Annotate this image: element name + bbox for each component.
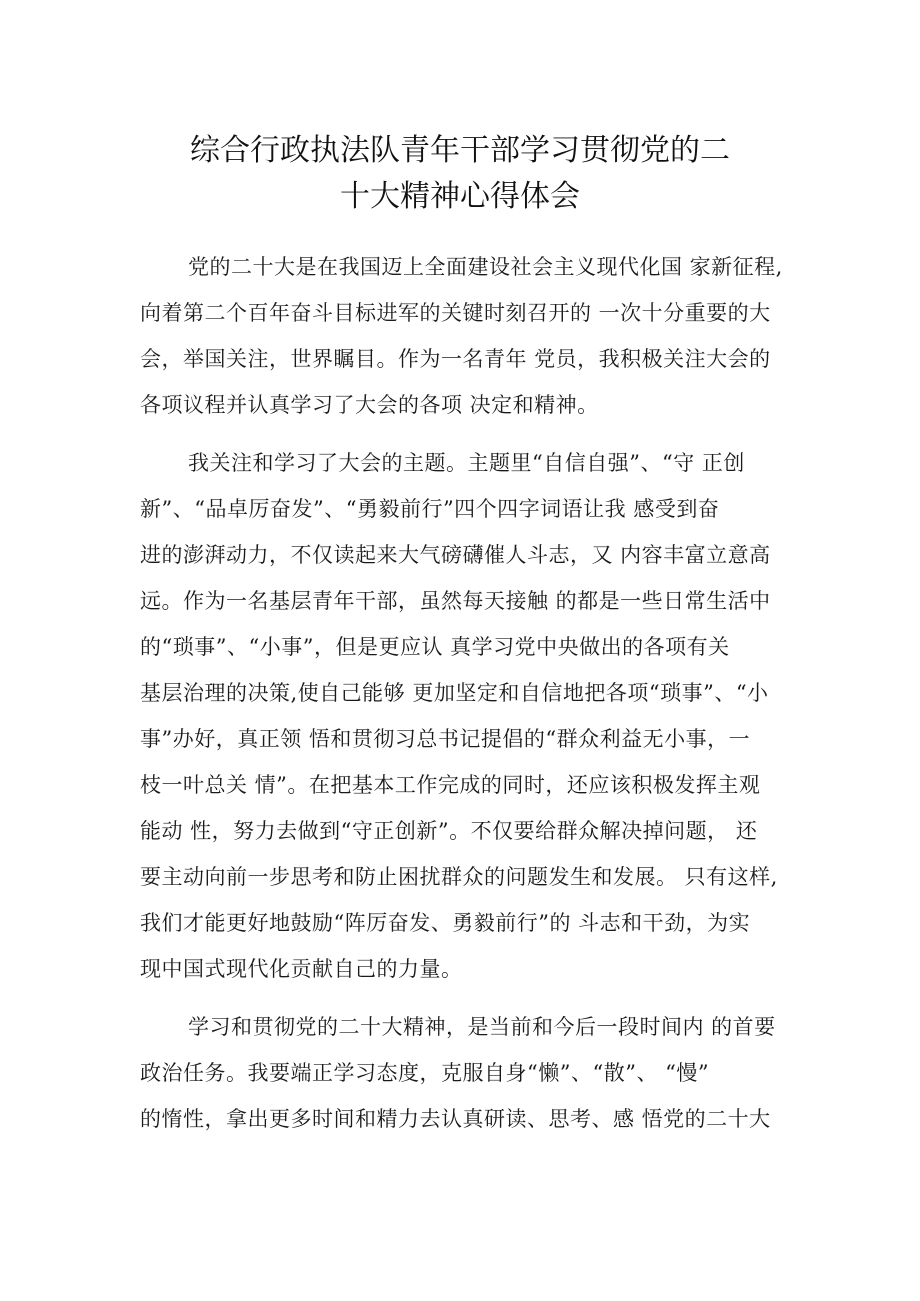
document-title-line-2: 十大精神心得体会 — [340, 179, 580, 214]
document-title-line-1: 综合行政执法队青年干部学习贯彻党的二 — [190, 133, 730, 168]
paragraph-3-line-1: 学习和贯彻党的二十大精神，是当前和今后一段时间内 的首要 — [188, 1015, 776, 1039]
paragraph-2-line-3: 进的澎湃动力，不仅读起来大气磅礴催人斗志，又 内容丰富立意高 — [140, 543, 771, 567]
paragraph-1-line-3: 会，举国关注，世界瞩目。作为一名青年 党员，我积极关注大会的 — [140, 347, 771, 371]
paragraph-1-line-4: 各项议程并认真学习了大会的各项 决定和精神。 — [140, 393, 599, 417]
paragraph-2-line-10: 要主动向前一步思考和防止困扰群众的问题发生和发展。 只有这样, — [140, 865, 778, 889]
paragraph-2-line-8: 枝一叶总关 情”。在把基本工作完成的同时，还应该积极发挥主观 — [140, 773, 761, 797]
paragraph-2-line-1: 我关注和学习了大会的主题。主题里“自信自强”、“守 正创 — [188, 451, 745, 475]
paragraph-1-line-1: 党的二十大是在我国迈上全面建设社会主义现代化国 家新征程, — [188, 255, 783, 279]
paragraph-2-line-6: 基层治理的决策,使自己能够 更加坚定和自信地把各项“琐事”、“小 — [140, 681, 769, 705]
paragraph-2-line-5: 的“琐事”、“小事”，但是更应认 真学习党中央做出的各项有关 — [140, 635, 730, 659]
paragraph-3-line-2: 政治任务。我要端正学习态度，克服自身“懒”、“散”、 “慢” — [140, 1061, 710, 1085]
paragraph-2-line-9: 能动 性，努力去做到“守正创新”。不仅要给群众解决掉问题， 还 — [140, 819, 758, 843]
paragraph-1-line-2: 向着第二个百年奋斗目标进军的关键时刻召开的 一次十分重要的大 — [140, 301, 771, 325]
paragraph-3-line-3: 的惰性，拿出更多时间和精力去认真研读、思考、感 悟党的二十大 — [140, 1107, 771, 1131]
paragraph-2-line-12: 现中国式现代化贡献自己的力量。 — [140, 957, 463, 981]
paragraph-2-line-11: 我们才能更好地鼓励“阵厉奋发、勇毅前行”的 斗志和干劲，为实 — [140, 911, 751, 935]
paragraph-2-line-4: 远。作为一名基层青年干部，虽然每天接触 的都是一些日常生活中 — [140, 589, 771, 613]
paragraph-2-line-2: 新”、“品卓厉奋发”、“勇毅前行”四个四字词语让我 感受到奋 — [140, 497, 720, 521]
paragraph-2-line-7: 事”办好，真正领 悟和贯彻习总书记提倡的“群众利益无小事，一 — [140, 727, 751, 751]
